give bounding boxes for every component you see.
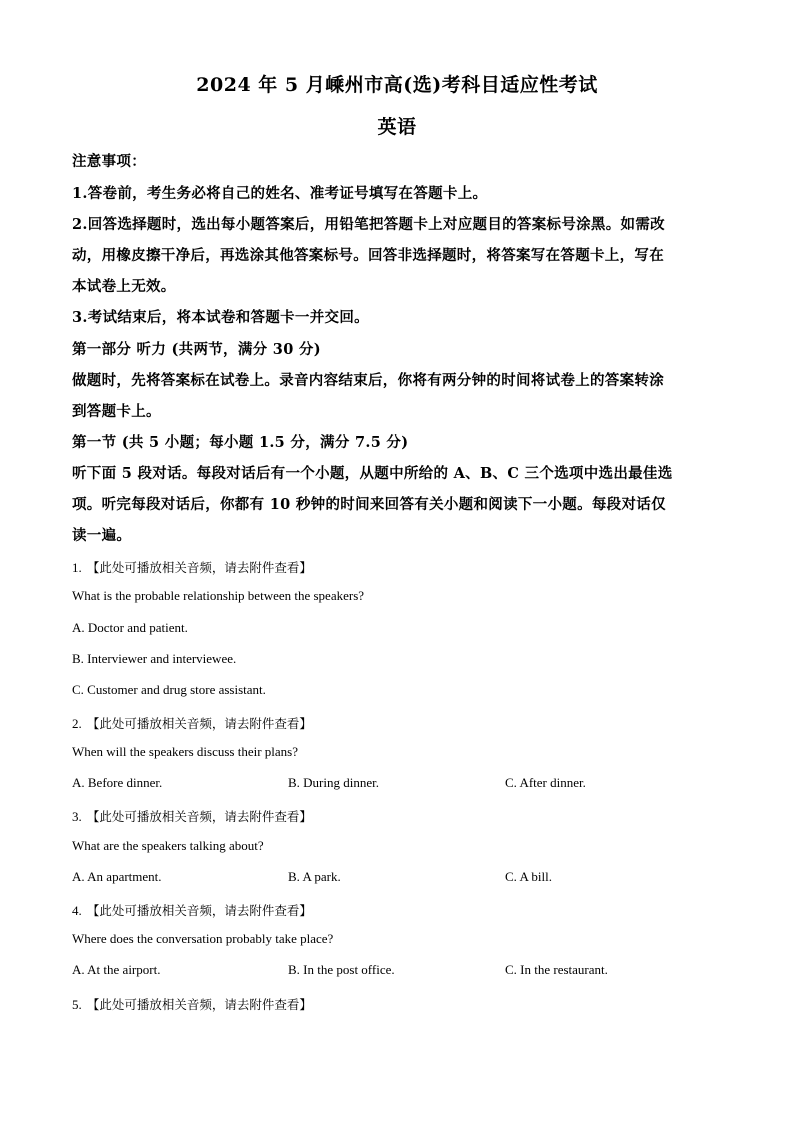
notice-item-1: 1.答卷前，考生务必将自己的姓名、准考证号填写在答题卡上。: [72, 185, 488, 202]
notice-item-2-line-2: 动，用橡皮擦干净后，再选涂其他答案标号。回答非选择题时，将答案写在答题卡上，写在: [72, 247, 664, 264]
question-5-header: [72, 994, 312, 1013]
audio-placeholder-4: 【此处可播放相关音频，请去附件查看】: [86, 903, 312, 918]
question-1-option-b: B. Interviewer and interviewee.: [72, 651, 237, 666]
exam-title: 2024 年 5 月嵊州市高(选)考科目适应性考试: [196, 74, 598, 96]
question-5-number: 5.: [72, 997, 82, 1012]
question-2-option-c: C. After dinner.: [505, 775, 586, 790]
section1-instructions-line-2: 项。听完每段对话后，你都有 10 秒钟的时间来回答有关小题和阅读下一小题。每段对话仅: [72, 496, 666, 513]
question-3-option-a: A. An apartment.: [72, 869, 162, 884]
question-1-option-c: C. Customer and drug store assistant.: [72, 682, 266, 697]
section1-instructions-line-1: 听下面 5 段对话。每段对话后有一个小题，从题中所给的 A、B、C 三个选项中选出最佳选: [72, 465, 673, 482]
audio-placeholder-5: 【此处可播放相关音频，请去附件查看】: [86, 997, 312, 1012]
question-3-header: [72, 806, 312, 825]
question-4-number: 4.: [72, 903, 82, 918]
audio-placeholder-3: 【此处可播放相关音频，请去附件查看】: [86, 809, 312, 824]
part1-instructions-line-2: 到答题卡上。: [72, 403, 161, 420]
question-2-number: 2.: [72, 716, 82, 731]
question-3-number: 3.: [72, 809, 82, 824]
question-2-option-a: A. Before dinner.: [72, 775, 163, 790]
question-4-text: Where does the conversation probably take place?: [72, 931, 334, 946]
question-3-text: What are the speakers talking about?: [72, 838, 264, 853]
question-2-text: When will the speakers discuss their plans?: [72, 744, 298, 759]
question-2-header: [72, 713, 312, 732]
question-4-option-a: A. At the airport.: [72, 962, 161, 977]
question-4-header: [72, 900, 312, 919]
question-3-option-b: B. A park.: [288, 869, 341, 884]
question-1-text: What is the probable relationship between the speakers?: [72, 588, 365, 603]
audio-placeholder-1: 【此处可播放相关音频，请去附件查看】: [86, 560, 312, 575]
part1-instructions-line-1: 做题时，先将答案标在试卷上。录音内容结束后，你将有两分钟的时间将试卷上的答案转涂: [72, 372, 664, 389]
section1-heading: 第一节 (共 5 小题；每小题 1.5 分，满分 7.5 分): [72, 434, 409, 451]
exam-subject: 英语: [377, 116, 417, 138]
part1-heading: 第一部分 听力 (共两节，满分 30 分): [72, 341, 321, 358]
question-1-header: [72, 557, 312, 576]
question-4-option-b: B. In the post office.: [288, 962, 395, 977]
question-3-option-c: C. A bill.: [505, 869, 552, 884]
section1-instructions-line-3: 读一遍。: [72, 527, 132, 544]
notice-heading: 注意事项：: [72, 153, 146, 170]
audio-placeholder-2: 【此处可播放相关音频，请去附件查看】: [86, 716, 312, 731]
notice-item-2-line-1: 2.回答选择题时，选出每小题答案后，用铅笔把答题卡上对应题目的答案标号涂黑。如需改: [72, 216, 665, 233]
question-2-option-b: B. During dinner.: [288, 775, 379, 790]
notice-item-2-line-3: 本试卷上无效。: [72, 278, 176, 295]
question-1-option-a: A. Doctor and patient.: [72, 620, 188, 635]
question-4-option-c: C. In the restaurant.: [505, 962, 608, 977]
notice-item-3: 3.考试结束后，将本试卷和答题卡一并交回。: [72, 309, 369, 326]
question-1-number: 1.: [72, 560, 82, 575]
